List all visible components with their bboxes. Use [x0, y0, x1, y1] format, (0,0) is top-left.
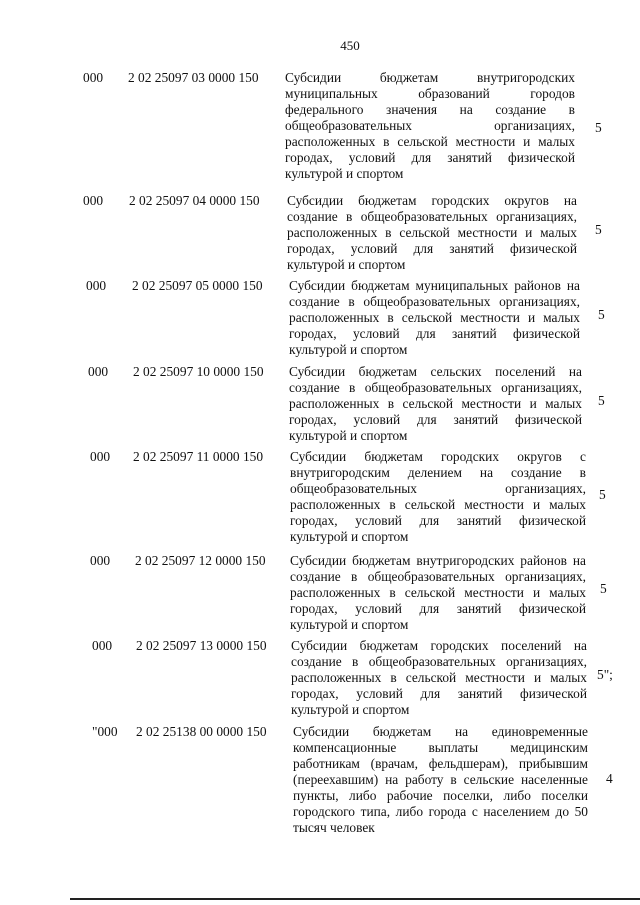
row-value: 5 — [600, 581, 607, 596]
row-description: Субсидии бюджетам сельских поселений на создание в общеобразовательных организациях, расположенных в сельской местности и малых городах, условий для занятий физической культурой и спортом — [289, 364, 582, 443]
admin-code: "000 — [92, 724, 118, 739]
budget-classification-code: 2 02 25097 10 0000 150 — [133, 364, 264, 379]
bottom-border-line — [70, 898, 640, 900]
budget-classification-code: 2 02 25097 04 0000 150 — [129, 193, 260, 208]
row-description: Субсидии бюджетам городских поселений на создание в общеобразовательных организациях, расположенных в сельской местности и малых городах, условий для занятий физической культурой и спортом — [291, 638, 587, 717]
row-value: 5"; — [597, 667, 613, 682]
row-value: 5 — [598, 307, 605, 322]
row-value: 5 — [599, 487, 606, 502]
row-value: 5 — [595, 120, 602, 135]
budget-classification-code: 2 02 25097 03 0000 150 — [128, 70, 259, 85]
row-description: Субсидии бюджетам внутригородских муниципальных образований городов федерального значения на создание в общеобразовательных организациях, расположенных в сельской местности и малых городах, условий для занятий физической культурой и спортом — [285, 70, 575, 181]
row-value: 5 — [598, 393, 605, 408]
row-description: Субсидии бюджетам на единовременные компенсационные выплаты медицинским работникам (врачам, фельдшерам), прибывшим (переехавшим) на работу в сельские населенные пункты, либо рабочие поселки, либо поселки городского типа, либо города с населением до 50 тысяч человек — [293, 724, 588, 835]
admin-code: 000 — [92, 638, 113, 653]
row-description: Субсидии бюджетам муниципальных районов на создание в общеобразовательных организациях, расположенных в сельской местности и малых городах, условий для занятий физической культурой и спортом — [289, 278, 580, 357]
admin-code: 000 — [83, 193, 104, 208]
admin-code: 000 — [90, 449, 111, 464]
budget-classification-code: 2 02 25097 05 0000 150 — [132, 278, 263, 293]
row-value: 5 — [595, 222, 602, 237]
admin-code: 000 — [90, 553, 111, 568]
row-description: Субсидии бюджетам городских округов на создание в общеобразовательных организациях, расположенных в сельской местности и малых городах, условий для занятий физической культурой и спортом — [287, 193, 577, 272]
budget-classification-code: 2 02 25138 00 0000 150 — [136, 724, 267, 739]
admin-code: 000 — [86, 278, 107, 293]
admin-code: 000 — [83, 70, 104, 85]
row-value: 4 — [606, 771, 613, 786]
page-number: 450 — [340, 38, 360, 53]
admin-code: 000 — [88, 364, 109, 379]
budget-classification-code: 2 02 25097 13 0000 150 — [136, 638, 267, 653]
budget-classification-code: 2 02 25097 12 0000 150 — [135, 553, 266, 568]
row-description: Субсидии бюджетам внутригородских районов на создание в общеобразовательных организациях, расположенных в сельской местности и малых городах, условий для занятий физической культурой и спортом — [290, 553, 586, 632]
row-description: Субсидии бюджетам городских округов с внутригородским делением на создание в общеобразовательных организациях, расположенных в сельской местности и малых городах, условий для занятий физической культурой и спортом — [290, 449, 586, 544]
budget-classification-code: 2 02 25097 11 0000 150 — [133, 449, 264, 464]
